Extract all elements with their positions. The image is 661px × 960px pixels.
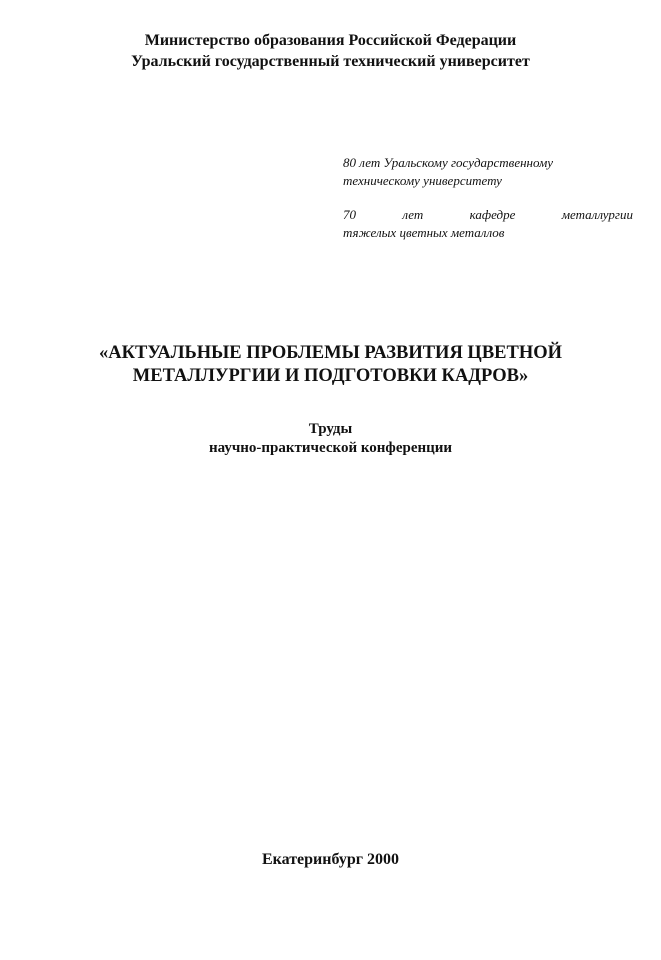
dedications-block — [343, 154, 633, 258]
dedication-university-line1: 80 лет Уральскому государственному — [343, 155, 554, 170]
conference-title — [0, 342, 661, 388]
proceedings-label: Труды — [308, 421, 353, 437]
dedication-word: 70 — [343, 207, 356, 222]
conference-type: научно-практической конференции — [208, 440, 453, 456]
conference-title-line2: МЕТАЛЛУРГИИ И ПОДГОТОВКИ КАДРОВ» — [132, 366, 529, 386]
institution-header — [0, 30, 661, 72]
dedication-word: металлургии — [561, 207, 633, 222]
university-name: Уральский государственный технический университет — [131, 53, 530, 70]
dedication-word: кафедре — [469, 207, 516, 222]
city-year: Екатеринбург 2000 — [261, 851, 400, 868]
dedication-department-line1 — [343, 206, 633, 224]
proceedings-subtitle — [0, 420, 661, 458]
dedication-department — [343, 206, 633, 242]
dedication-department-line2: тяжелых цветных металлов — [343, 225, 505, 240]
dedication-word: лет — [402, 207, 424, 222]
dedication-university-line2: техническому университету — [343, 173, 502, 188]
dedication-university — [343, 154, 633, 190]
ministry-name: Министерство образования Российской Федерации — [144, 32, 517, 49]
conference-title-line1: «АКТУАЛЬНЫЕ ПРОБЛЕМЫ РАЗВИТИЯ ЦВЕТНОЙ — [98, 343, 563, 363]
